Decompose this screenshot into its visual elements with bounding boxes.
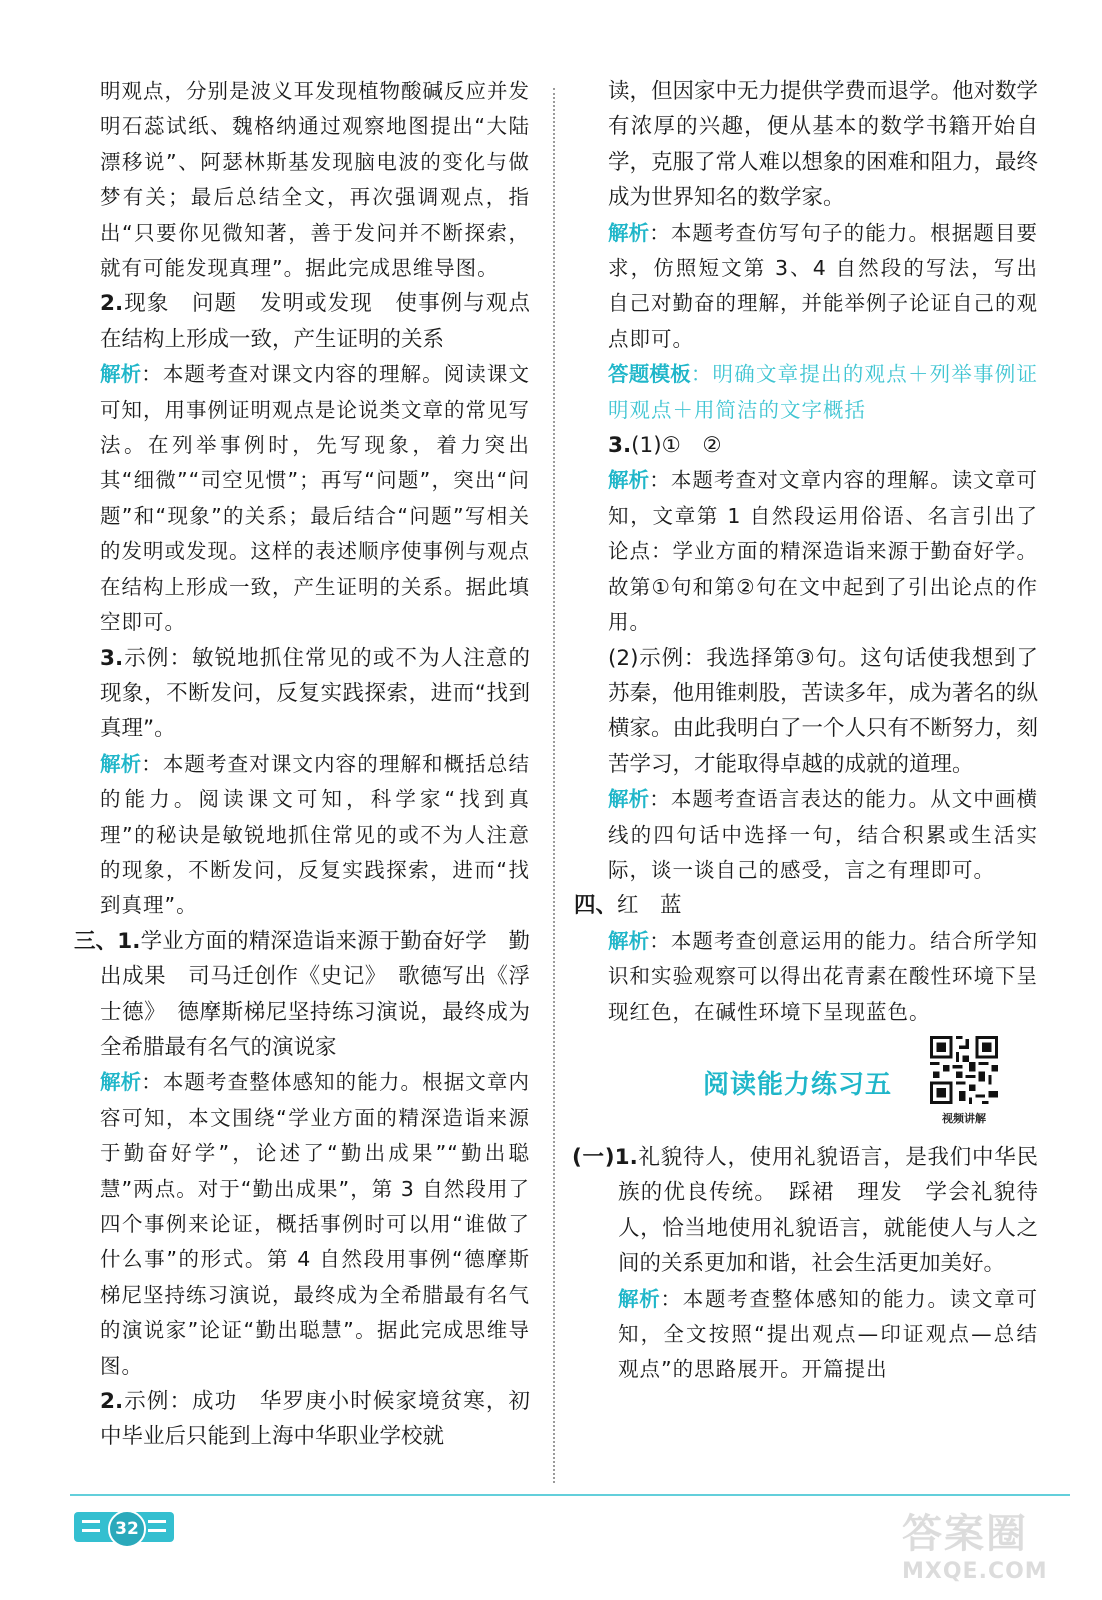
part1-q1-answer-text: 礼貌待人，使用礼貌语言，是我们中华民族的优良传统。 踩裙 理发 学会礼貌待人，恰当地使用礼貌语言，就能使人与人之间的关系更加和谐，社会生活更加美好。 (618, 1144, 1038, 1277)
section3-q1-answer (74, 924, 530, 1066)
q3-part2-answer: (2)示例：我选择第③句。这句话使我想到了苏秦，他用锥刺股，苦读多年，成为著名的纵横家。由此我明白了一个人只有不断努力，刻苦学习，才能取得卓越的成就的道理。 (608, 645, 1039, 777)
analysis-tag: 解析 (100, 362, 142, 387)
badge-stripe (148, 1529, 166, 1532)
q3-number: 3. (100, 645, 124, 671)
q3-answer-right-text: (1)① ② (631, 433, 722, 459)
section3-q2-continued: 读，但因家中无力提供学费而退学。他对数学有浓厚的兴趣，便从基本的数学书籍开始自学，克服了常人难以想象的困难和阻力，最终成为世界知名的数学家。 (608, 79, 1039, 211)
q3-number-right: 3. (608, 433, 632, 459)
section4-analysis-text: ：本题考查创意运用的能力。结合所学知识和实验观察可以得出花青素在酸性环境下呈现红色，在碱性环境下呈现蓝色。 (608, 928, 1039, 1024)
qr-code-icon[interactable] (930, 1036, 998, 1104)
section3-q1-number: 1. (117, 928, 141, 954)
q2-answer-text: 现象 问题 发明或发现 使事例与观点在结构上形成一致，产生证明的关系 (100, 291, 530, 352)
section4-analysis (608, 924, 1038, 1030)
qr-label: 视频讲解 (942, 1111, 986, 1125)
section4-answer-text: 红 蓝 (617, 893, 682, 919)
section4-label: 四、 (574, 893, 618, 919)
q3-part2-analysis (608, 782, 1038, 888)
page-badge (74, 1512, 174, 1542)
analysis-tag: 解析 (608, 787, 650, 812)
footer-line (70, 1494, 1070, 1496)
analysis-tag: 解析 (618, 1286, 661, 1311)
template-tag: 答题模板 (608, 362, 691, 387)
exercise-header (608, 1036, 1038, 1136)
section3-q2-answer (100, 1384, 530, 1455)
section3-q1-answer-text: 学业方面的精深造诣来源于勤奋好学 勤出成果 司马迁创作《史记》 歌德写出《浮士德》 德摩斯梯尼坚持练习演说，最终成为全希腊最有名气的演说家 (100, 928, 530, 1060)
part1-q1-analysis (608, 1282, 1038, 1388)
q3-analysis (100, 747, 530, 924)
q3-analysis-right (608, 463, 1038, 640)
q3-analysis-text: ：本题考查对课文内容的理解和概括总结的能力。阅读课文可知，科学家“找到真理”的秘诀是敏锐地抓住常见的或不为人注意的现象，不断发问，反复实践探索，进而“找到真理”。 (100, 751, 531, 918)
page-number: 32 (108, 1510, 146, 1548)
section-title: 阅读能力练习五 (703, 1069, 893, 1100)
badge-stripe (82, 1529, 100, 1532)
q3-answer (100, 641, 530, 747)
q3-answer-right (608, 428, 1038, 463)
section3-q2-answer-text: 示例：成功 华罗庚小时候家境贫寒，初中毕业后只能到上海中华职业学校就 (100, 1389, 530, 1450)
right-column (572, 74, 1039, 1388)
section3-q2-number: 2. (100, 1389, 124, 1415)
column-divider (553, 88, 555, 1483)
q2-number: 2. (100, 291, 124, 317)
badge-stripe (148, 1520, 166, 1523)
part1-q1-answer (572, 1140, 1038, 1282)
part1-q1-analysis-text: ：本题考查整体感知的能力。读文章可知，全文按照“提出观点—印证观点—总结观点”的思路展开。开篇提出 (618, 1286, 1038, 1382)
part1-label: (一) (572, 1144, 615, 1170)
section3-q2-analysis-text: ：本题考查仿写句子的能力。根据题目要求，仿照短文第 3、4 自然段的写法，写出自己对勤奋的理解，并能举例子论证自己的观点即可。 (608, 220, 1039, 351)
q3-part2-analysis-text: ：本题考查语言表达的能力。从文中画横线的四句话中选择一句，结合积累或生活实际，谈一谈自己的感受，言之有理即可。 (608, 787, 1039, 882)
analysis-tag: 解析 (100, 1070, 142, 1095)
section3-q2-analysis (608, 216, 1038, 358)
badge-stripe (82, 1520, 100, 1523)
watermark-logo (902, 1502, 1092, 1597)
analysis-tag: 解析 (100, 751, 142, 776)
analysis-tag: 解析 (608, 468, 650, 493)
analysis-tag: 解析 (608, 928, 650, 953)
left-column (74, 74, 531, 1455)
section3-q1-analysis-text: ：本题考查整体感知的能力。根据文章内容可知，本文围绕“学业方面的精深造诣来源于勤奋好学”，论述了“勤出成果”“勤出聪慧”两点。对于“勤出成果”，第 3 自然段用了四个事例来论证，概括事例时可以用“谁做了什么事”的形式。第 4 自然段用事例“德摩斯梯尼坚持练习演说，最终成为全希腊最有名气的演说家”论证“勤出聪慧”。据此完成思维导图。 (100, 1070, 531, 1378)
q3-analysis-right-text: ：本题考查对文章内容的理解。读文章可知，文章第 1 自然段运用俗语、名言引出了论点：学业方面的精深造诣来源于勤奋好学。故第①句和第②句在文中起到了引出论点的作用。 (608, 468, 1039, 635)
q2-analysis-text: ：本题考查对课文内容的理解。阅读课文可知，用事例证明观点是论说类文章的常见写法。在列举事例时，先写现象，着力突出其“细微”“司空见惯”；再写“问题”，突出“问题”和“现象”的关系；最后结合“问题”写相关的发明或发现。这样的表述顺序使事例与观点在结构上形成一致，产生证明的关系。据此填空即可。 (100, 362, 531, 635)
section4-answer (574, 888, 1038, 923)
answer-template-text: ：明确文章提出的观点＋列举事例证明观点＋用简洁的文字概括 (608, 362, 1039, 422)
analysis-continued: 明观点，分别是波义耳发现植物酸碱反应并发明石蕊试纸、魏格纳通过观察地图提出“大陆漂移说”、阿瑟林斯基发现脑电波的变化与做梦有关；最后总结全文，再次强调观点，指出“只要你见微知著，善于发问并不断探索，就有可能发现真理”。据此完成思维导图。 (100, 79, 530, 281)
watermark-line2: MXQE.COM (902, 1559, 1048, 1584)
q2-analysis (100, 357, 530, 640)
part1-q1-number: 1. (614, 1144, 638, 1170)
q2-answer (100, 286, 530, 357)
answer-template (608, 357, 1038, 428)
section3-label: 三、 (74, 928, 118, 954)
q3-answer-text: 示例：敏锐地抓住常见的或不为人注意的现象，不断发问，反复实践探索，进而“找到真理”。 (100, 645, 530, 742)
analysis-tag: 解析 (608, 220, 650, 245)
watermark-line1: 答案圈 (902, 1511, 1028, 1557)
section3-q1-analysis (100, 1065, 530, 1384)
